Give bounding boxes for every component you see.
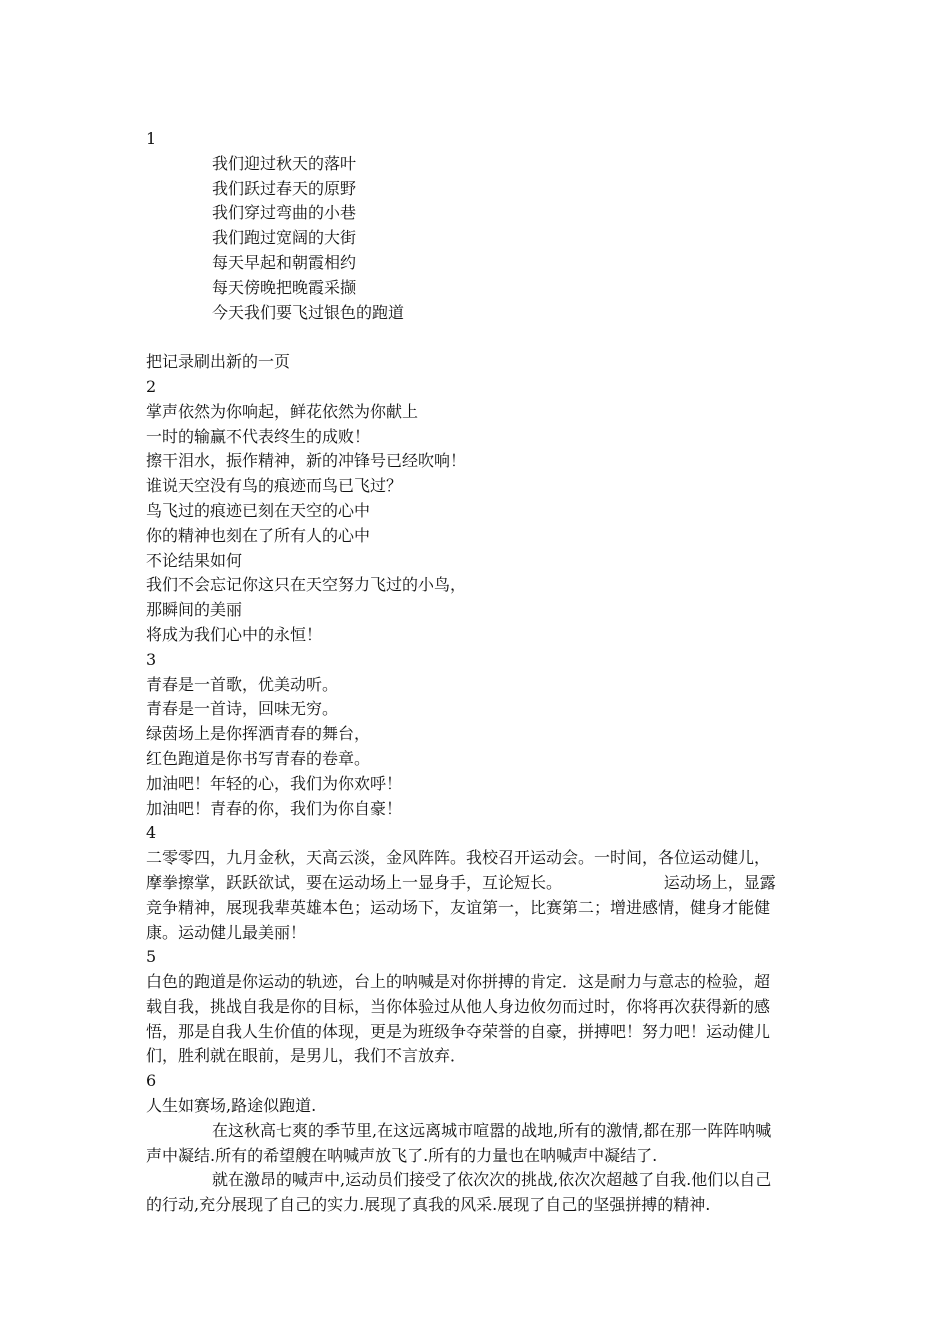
- text-line: 载自我，挑战自我是你的目标，当你体验过从他人身边攸勿而过时，你将再次获得新的感: [146, 996, 771, 1016]
- text-line: 我们不会忘记你这只在天空努力飞过的小鸟，: [146, 575, 467, 595]
- text-line: 悟，那是自我人生价值的体现，更是为班级争夺荣誉的自豪，拼搏吧！努力吧！运动健儿: [146, 1021, 771, 1041]
- text-line: 康。运动健儿最美丽！: [146, 922, 307, 942]
- text-line: 竞争精神，展现我辈英雄本色；运动场下，友谊第一，比赛第二；增进感情，健身才能健: [146, 897, 771, 917]
- text-line: 将成为我们心中的永恒！: [146, 624, 323, 644]
- poem-line: 我们跑过宽阔的大街: [212, 228, 357, 248]
- poem-line: 我们跃过春天的原野: [212, 178, 357, 198]
- text-line: 青春是一首诗，回味无穷。: [146, 699, 339, 719]
- text-line: 就在激昂的喊声中,运动员们接受了依次次的挑战,依次次超越了自我.他们以自己: [212, 1170, 772, 1190]
- text-line: 红色跑道是你书写青春的卷章。: [146, 748, 371, 768]
- poem-line: 每天傍晚把晚霞采撷: [212, 277, 357, 297]
- poem-line: 把记录刷出新的一页: [146, 352, 291, 372]
- section-number-1: 1: [146, 129, 157, 148]
- forward-line: [146, 325, 816, 350]
- text-line: 谁说天空没有鸟的痕迹而鸟已飞过？: [146, 476, 403, 496]
- section-number-4: 4: [146, 823, 157, 843]
- text-line: 一时的输赢不代表终生的成败！: [146, 426, 371, 446]
- text-line: 二零零四，九月金秋，天高云淡，金风阵阵。我校召开运动会。一时间，各位运动健儿，: [146, 848, 771, 868]
- poem-line: 今天我们要飞过银色的跑道: [212, 302, 405, 322]
- text-line: 你的精神也刻在了所有人的心中: [146, 525, 371, 545]
- text-line: 那瞬间的美丽: [146, 600, 243, 620]
- text-line: 的行动,充分展现了自己的实力.展现了真我的风采.展现了自己的坚强拼搏的精神.: [146, 1195, 711, 1215]
- text-line: 不论结果如何: [146, 550, 243, 570]
- section-number-5: 5: [146, 947, 157, 967]
- text-line: 摩拳擦掌，跃跃欲试，要在运动场上一显身手，互论短长。 运动场上，显露: [146, 872, 776, 892]
- text-line: 声中凝结.所有的希望艘在呐喊声放飞了.所有的力量也在呐喊声中凝结了.: [146, 1145, 658, 1165]
- text-line: 人生如赛场,路途似跑道.: [146, 1096, 317, 1116]
- section-number-2: 2: [146, 376, 157, 396]
- text-line: 白色的跑道是你运动的轨迹，台上的呐喊是对你拼搏的肯定．这是耐力与意志的检验，超: [146, 972, 771, 992]
- poem-line: 每天早起和朝霞相约: [212, 252, 357, 272]
- text-line: 加油吧！年轻的心，我们为你欢呼！: [146, 773, 403, 793]
- text-line: 绿茵场上是你挥洒青春的舞台，: [146, 724, 371, 744]
- poem-line: 我们迎过秋天的落叶: [212, 153, 357, 173]
- text-line: 们，胜利就在眼前，是男儿，我们不言放弃．: [146, 1046, 467, 1066]
- section-number-6: 6: [146, 1071, 157, 1091]
- text-line: 擦干泪水，振作精神，新的冲锋号已经吹响！: [146, 451, 467, 471]
- text-line: 掌声依然为你响起，鲜花依然为你献上: [146, 401, 419, 421]
- text-line: 鸟飞过的痕迹已刻在天空的心中: [146, 500, 371, 520]
- section-number-3: 3: [146, 649, 157, 669]
- text-line: 青春是一首歌，优美动听。: [146, 674, 339, 694]
- text-line: 加油吧！青春的你，我们为你自豪！: [146, 798, 403, 818]
- text-line: 在这秋高七爽的季节里,在这远离城市喧嚣的战地,所有的激情,都在那一阵阵呐喊: [212, 1120, 772, 1140]
- poem-line: 我们穿过弯曲的小巷: [212, 203, 357, 223]
- document-page: [146, 127, 816, 1218]
